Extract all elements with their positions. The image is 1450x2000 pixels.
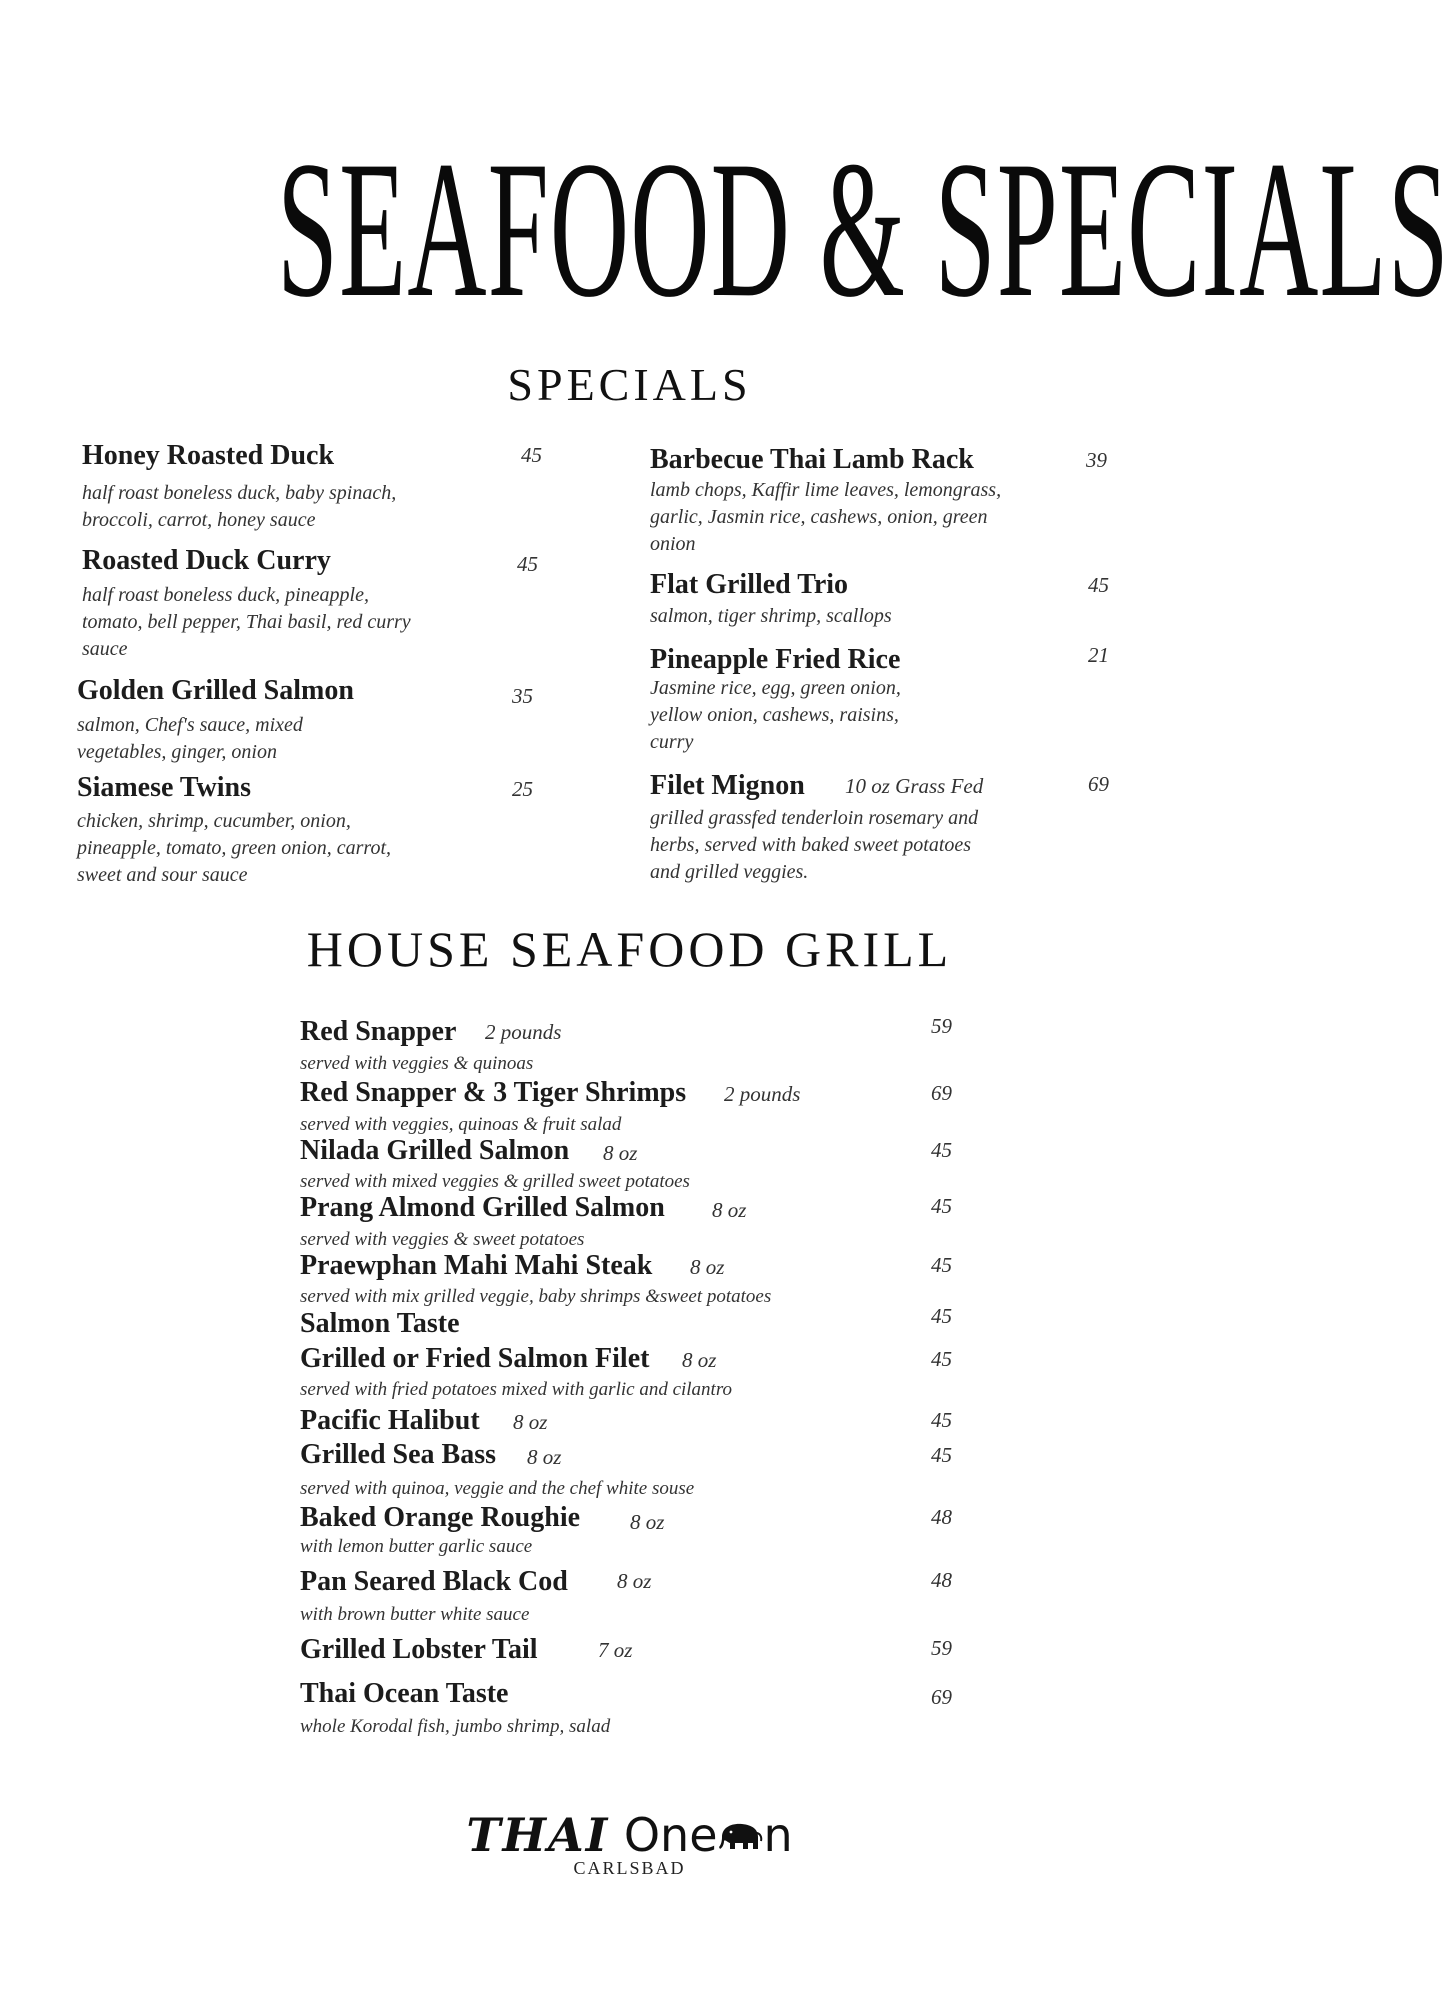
item-price: 25 <box>512 777 533 801</box>
item-price: 48 <box>931 1568 952 1592</box>
item-name: Grilled Lobster Tail <box>300 1634 538 1665</box>
item-price: 45 <box>1088 573 1109 597</box>
item-price: 45 <box>517 552 538 576</box>
item-price: 45 <box>931 1443 952 1467</box>
item-name: Salmon Taste <box>300 1308 460 1339</box>
item-note: 8 oz <box>712 1198 747 1222</box>
elephant-icon <box>718 1810 764 1844</box>
item-note: 2 pounds <box>724 1082 801 1106</box>
item-description: salmon, Chef's sauce, mixed vegetables, ginger, onion <box>77 714 303 763</box>
item-name: Red Snapper & 3 Tiger Shrimps <box>300 1077 687 1108</box>
item-note: 8 oz <box>603 1141 638 1165</box>
item-description: grilled grassfed tenderloin rosemary and herbs, served with baked sweet potatoes and grilled veggies. <box>650 807 979 883</box>
item-name: Flat Grilled Trio <box>650 569 849 600</box>
item-description: whole Korodal fish, jumbo shrimp, salad <box>300 1716 611 1737</box>
logo-location: CARLSBAD <box>573 1858 686 1878</box>
item-name: Red Snapper <box>300 1016 457 1047</box>
item-description: salmon, tiger shrimp, scallops <box>650 605 892 627</box>
item-note: 8 oz <box>630 1510 665 1534</box>
item-name: Nilada Grilled Salmon <box>300 1135 570 1166</box>
item-description: served with veggies & quinoas <box>300 1053 534 1074</box>
item-note: 7 oz <box>598 1638 633 1662</box>
item-price: 45 <box>931 1194 952 1218</box>
item-description: served with mix grilled veggie, baby shrimps &sweet potatoes <box>300 1286 772 1307</box>
item-name: Siamese Twins <box>77 772 251 803</box>
item-name: Pacific Halibut <box>300 1405 480 1436</box>
item-price: 69 <box>931 1685 952 1709</box>
item-price: 45 <box>931 1138 952 1162</box>
item-price: 48 <box>931 1505 952 1529</box>
item-description: with lemon butter garlic sauce <box>300 1536 533 1557</box>
item-name: Pineapple Fried Rice <box>650 644 901 675</box>
item-name: Baked Orange Roughie <box>300 1502 581 1533</box>
item-description: lamb chops, Kaffir lime leaves, lemongrass, garlic, Jasmin rice, cashews, onion, green onion <box>650 479 1002 555</box>
item-note: 10 oz Grass Fed <box>845 774 984 798</box>
item-price: 69 <box>931 1081 952 1105</box>
item-description: half roast boneless duck, baby spinach, broccoli, carrot, honey sauce <box>82 482 397 531</box>
item-note: 8 oz <box>527 1445 562 1469</box>
item-description: served with fried potatoes mixed with garlic and cilantro <box>300 1379 733 1400</box>
page-title: SEAFOOD & SPECIALS <box>276 121 1450 338</box>
item-price: 59 <box>931 1014 952 1038</box>
item-name: Honey Roasted Duck <box>82 440 335 471</box>
item-note: 8 oz <box>617 1569 652 1593</box>
item-price: 45 <box>931 1408 952 1432</box>
item-note: 8 oz <box>690 1255 725 1279</box>
item-note: 8 oz <box>513 1410 548 1434</box>
item-description: half roast boneless duck, pineapple, tomato, bell pepper, Thai basil, red curry sauce <box>82 584 411 660</box>
item-price: 59 <box>931 1636 952 1660</box>
specials-heading: SPECIALS <box>507 359 752 410</box>
item-price: 21 <box>1088 643 1109 667</box>
item-name: Prang Almond Grilled Salmon <box>300 1192 665 1223</box>
item-description: with brown butter white sauce <box>300 1604 530 1625</box>
logo-wordmark <box>0 1808 1259 1862</box>
item-description: served with veggies & sweet potatoes <box>300 1229 585 1250</box>
item-price: 35 <box>512 684 533 708</box>
item-description: Jasmine rice, egg, green onion, yellow onion, cashews, raisins, curry <box>650 677 901 753</box>
item-name: Pan Seared Black Cod <box>300 1566 568 1597</box>
item-name: Thai Ocean Taste <box>300 1678 509 1709</box>
item-name: Grilled or Fried Salmon Filet <box>300 1343 650 1374</box>
item-price: 45 <box>521 443 542 467</box>
item-note: 2 pounds <box>485 1020 562 1044</box>
item-price: 69 <box>1088 772 1109 796</box>
item-price: 45 <box>931 1304 952 1328</box>
item-price: 45 <box>931 1253 952 1277</box>
item-name: Roasted Duck Curry <box>82 545 331 576</box>
restaurant-logo <box>0 1808 1259 1879</box>
item-note: 8 oz <box>682 1348 717 1372</box>
logo-thai: THAI <box>466 1808 610 1862</box>
grill-heading: HOUSE SEAFOOD GRILL <box>306 921 953 977</box>
logo-one: One <box>623 1808 718 1862</box>
item-description: chicken, shrimp, cucumber, onion, pineapple, tomato, green onion, carrot, sweet and sour sauce <box>77 810 392 886</box>
item-name: Barbecue Thai Lamb Rack <box>650 444 974 475</box>
item-name: Golden Grilled Salmon <box>77 675 354 706</box>
item-name: Praewphan Mahi Mahi Steak <box>300 1250 653 1281</box>
item-description: served with quinoa, veggie and the chef white souse <box>300 1478 695 1499</box>
item-description: served with mixed veggies & grilled sweet potatoes <box>300 1171 690 1192</box>
item-price: 45 <box>931 1347 952 1371</box>
item-price: 39 <box>1086 448 1107 472</box>
item-name: Filet Mignon <box>650 770 805 801</box>
item-description: served with veggies, quinoas & fruit salad <box>300 1114 622 1135</box>
logo-n: n <box>763 1808 793 1862</box>
item-name: Grilled Sea Bass <box>300 1439 497 1470</box>
